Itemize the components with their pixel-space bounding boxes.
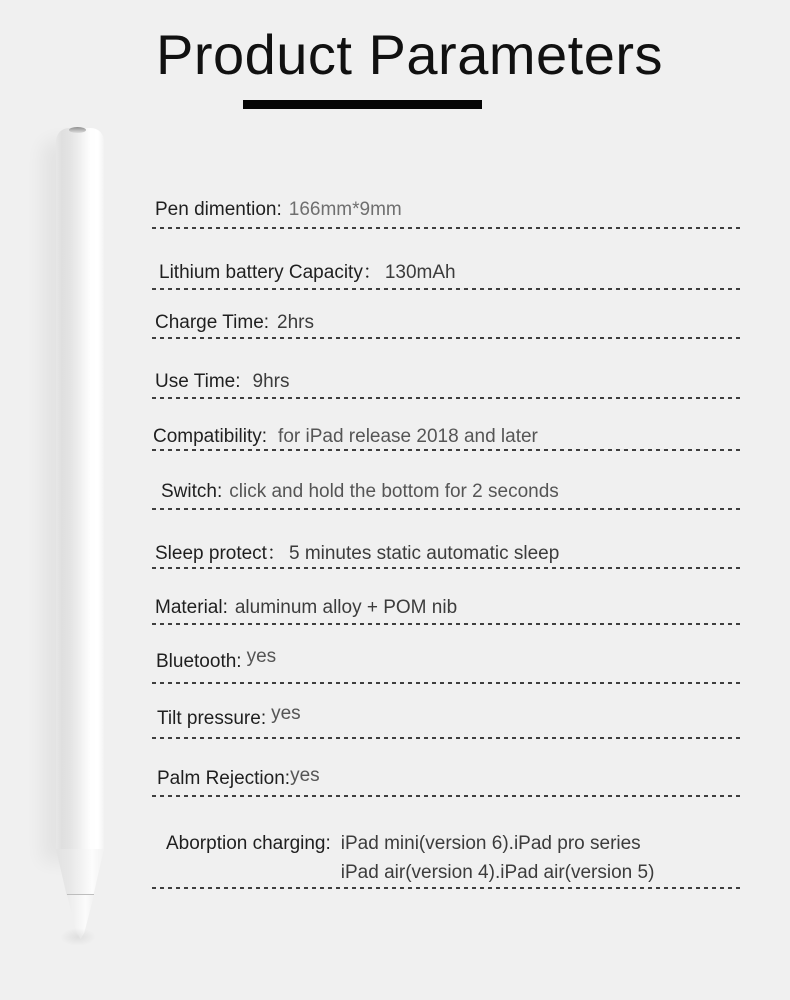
- param-value: aluminum alloy + POM nib: [234, 597, 458, 618]
- param-label: Charge Time:: [155, 312, 270, 333]
- pen-tip-shadow: [60, 928, 96, 946]
- param-label: Palm Rejection:: [157, 768, 291, 789]
- param-value: 130mAh: [384, 262, 456, 283]
- param-row-switch: [161, 481, 559, 503]
- param-value-line-2: iPad air(version 4).iPad air(version 5): [340, 862, 655, 883]
- divider-dashed-line: [152, 288, 744, 290]
- param-row-sleep-protect: [155, 543, 559, 565]
- divider-dashed-line: [152, 449, 744, 451]
- param-label: Switch:: [161, 481, 223, 502]
- param-row-tilt-pressure: [157, 703, 301, 730]
- pen-taper: [56, 849, 104, 895]
- pen-top-cap: [69, 127, 86, 133]
- param-row-charge-time: [155, 312, 314, 334]
- param-label: Use Time:: [155, 371, 241, 392]
- divider-dashed-line: [152, 508, 744, 510]
- divider-dashed-line: [152, 682, 744, 684]
- param-label: Bluetooth:: [156, 651, 242, 672]
- param-label: Lithium battery Capacity：: [159, 262, 382, 283]
- param-label: Aborption charging:: [166, 833, 331, 854]
- param-row-absorption-charging: [166, 829, 654, 887]
- param-row-use-time: [155, 371, 290, 393]
- param-row-pen-dimension: [155, 199, 402, 221]
- param-label: Material:: [155, 597, 228, 618]
- pen-nib-seam: [67, 894, 94, 895]
- param-value: 2hrs: [277, 312, 315, 333]
- param-value-line-1: iPad mini(version 6).iPad pro series: [340, 833, 641, 854]
- param-label: Compatibility:: [153, 426, 268, 447]
- divider-dashed-line: [152, 795, 744, 797]
- divider-dashed-line: [152, 337, 744, 339]
- param-value: 5 minutes static automatic sleep: [288, 543, 560, 564]
- param-row-compatibility: [153, 426, 538, 448]
- param-label: Tilt pressure:: [157, 708, 267, 729]
- param-row-material: [155, 597, 457, 619]
- param-value: yes: [246, 646, 277, 667]
- page-title: Product Parameters: [156, 23, 663, 86]
- param-value: 166mm*9mm: [288, 199, 402, 220]
- pen-shaft: [56, 128, 104, 850]
- divider-dashed-line: [152, 623, 744, 625]
- divider-dashed-line: [152, 737, 744, 739]
- param-value: yes: [271, 703, 301, 724]
- param-value: click and hold the bottom for 2 seconds: [229, 481, 559, 502]
- param-row-battery-capacity: [159, 262, 456, 284]
- param-value: yes: [290, 765, 320, 786]
- param-value: for iPad release 2018 and later: [278, 426, 538, 447]
- param-row-palm-rejection: [157, 765, 320, 790]
- divider-dashed-line: [152, 887, 744, 889]
- divider-dashed-line: [152, 227, 744, 229]
- divider-dashed-line: [152, 567, 744, 569]
- divider-dashed-line: [152, 397, 744, 399]
- param-row-bluetooth: [156, 646, 277, 673]
- param-value: 9hrs: [252, 371, 290, 392]
- param-value: [341, 829, 655, 887]
- param-label: Sleep protect：: [155, 543, 286, 564]
- param-label: Pen dimention:: [155, 199, 282, 220]
- title-underline-bar: [243, 100, 482, 109]
